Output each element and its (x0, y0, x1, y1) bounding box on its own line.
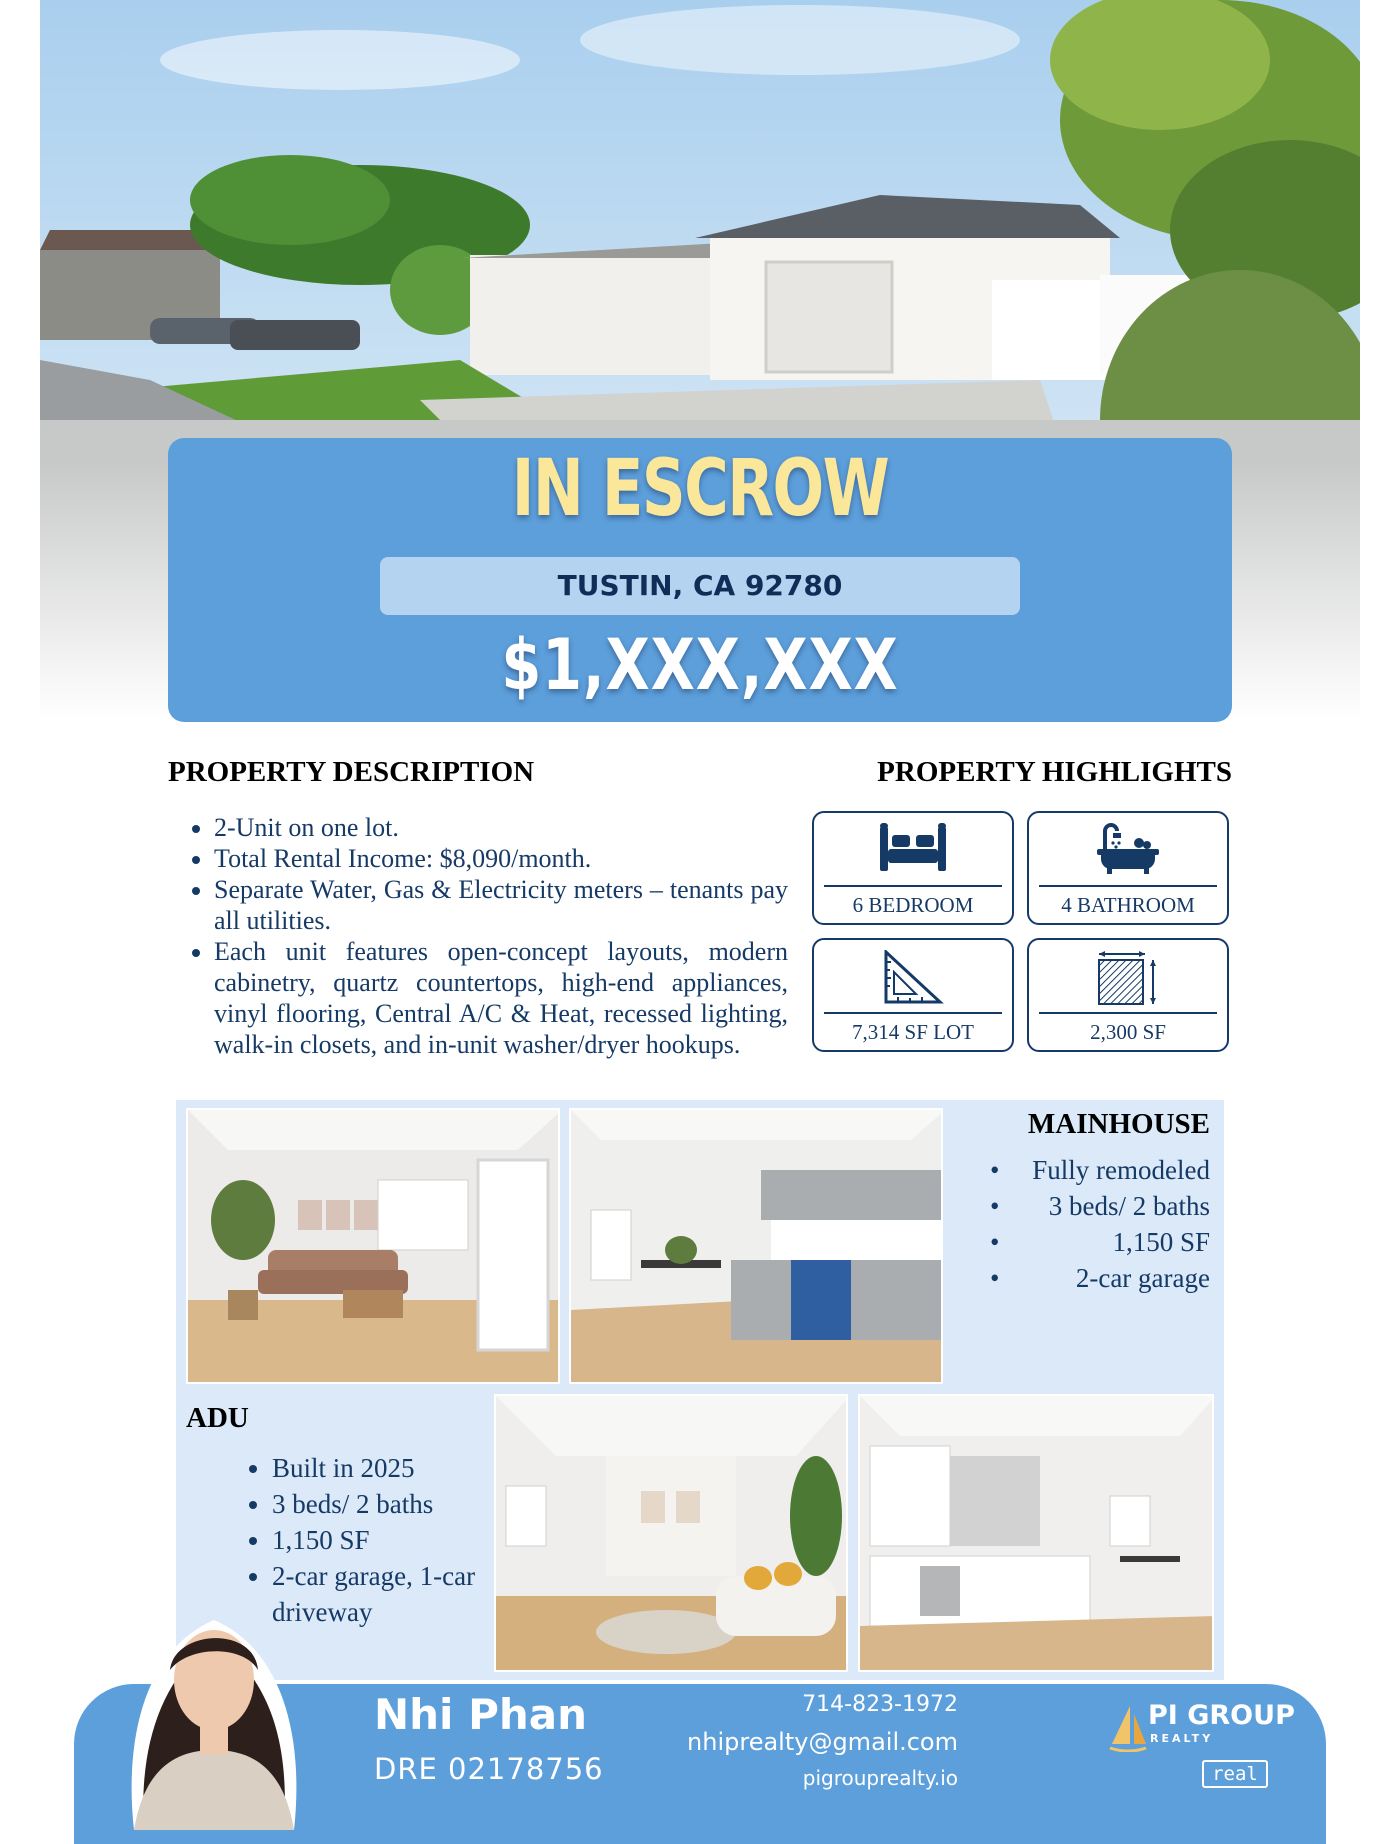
adu-heading: ADU (186, 1402, 249, 1434)
highlight-bedrooms (812, 811, 1014, 925)
mainhouse-list (990, 1152, 1210, 1296)
photo-mainhouse-kitchen (569, 1108, 943, 1384)
photo-adu-kitchen (858, 1394, 1214, 1672)
square-footage-icon (1093, 950, 1163, 1008)
description-list (168, 812, 788, 1060)
divider (824, 885, 1002, 887)
description-item: • 2-Unit on one lot. (214, 812, 788, 843)
agent-name: Nhi Phan (374, 1690, 587, 1739)
photo-adu-living-room (494, 1394, 848, 1672)
bathtub-icon (1093, 823, 1163, 875)
brand-subtitle: REALTY (1150, 1732, 1214, 1745)
photo-mainhouse-living-room (186, 1108, 560, 1384)
highlight-bathrooms (1027, 811, 1229, 925)
description-item: • Separate Water, Gas & Electricity meters – tenants pay all utilities. (214, 874, 788, 936)
mainhouse-item: • 1,150 SF (990, 1224, 1210, 1260)
mainhouse-item: • 2-car garage (990, 1260, 1210, 1296)
highlight-label: 4 BATHROOM (1061, 893, 1195, 917)
gallery-panel (176, 1100, 1224, 1680)
highlight-square-footage (1027, 938, 1229, 1052)
highlight-lot-size (812, 938, 1014, 1052)
adu-item: • 1,150 SF (272, 1522, 488, 1558)
location-label: TUSTIN, CA 92780 (380, 557, 1020, 615)
adu-item: • 2-car garage, 1-car driveway (272, 1558, 488, 1630)
divider (1039, 1012, 1217, 1014)
agent-email[interactable]: nhiprealty@gmail.com (687, 1728, 958, 1756)
description-item: • Total Rental Income: $8,090/month. (214, 843, 788, 874)
agent-website[interactable]: pigrouprealty.io (802, 1766, 958, 1790)
listing-status: IN ESCROW (511, 444, 889, 534)
highlight-label: 6 BEDROOM (852, 893, 974, 917)
divider (1039, 885, 1217, 887)
partner-logo: real (1202, 1760, 1268, 1788)
agent-license: DRE 02178756 (374, 1752, 604, 1786)
divider (824, 1012, 1002, 1014)
mainhouse-item: • 3 beds/ 2 baths (990, 1188, 1210, 1224)
brand-name: PI GROUP (1148, 1700, 1295, 1731)
adu-item: • Built in 2025 (272, 1450, 488, 1486)
highlight-label: 7,314 SF LOT (852, 1020, 974, 1044)
description-item: • Each unit features open-concept layouts, modern cabinetry, quartz countertops, high-end appliances, vinyl flooring, Central A/C & Heat, recessed lighting, walk-in closets, and in-unit washer/dryer hookups. (214, 936, 788, 1060)
highlight-label: 2,300 SF (1090, 1020, 1166, 1044)
agent-avatar (104, 1570, 324, 1830)
status-banner (168, 438, 1232, 722)
agent-phone[interactable]: 714-823-1972 (802, 1692, 958, 1717)
adu-item: • 3 beds/ 2 baths (272, 1486, 488, 1522)
listing-price: $1,XXX,XXX (501, 624, 899, 706)
mainhouse-heading: MAINHOUSE (1027, 1108, 1210, 1140)
mainhouse-item: • Fully remodeled (990, 1152, 1210, 1188)
bed-icon (878, 823, 948, 875)
sail-icon (1108, 1704, 1148, 1752)
set-square-icon (878, 950, 948, 1006)
description-heading: PROPERTY DESCRIPTION (168, 756, 535, 788)
highlights-heading: PROPERTY HIGHLIGHTS (877, 756, 1232, 788)
